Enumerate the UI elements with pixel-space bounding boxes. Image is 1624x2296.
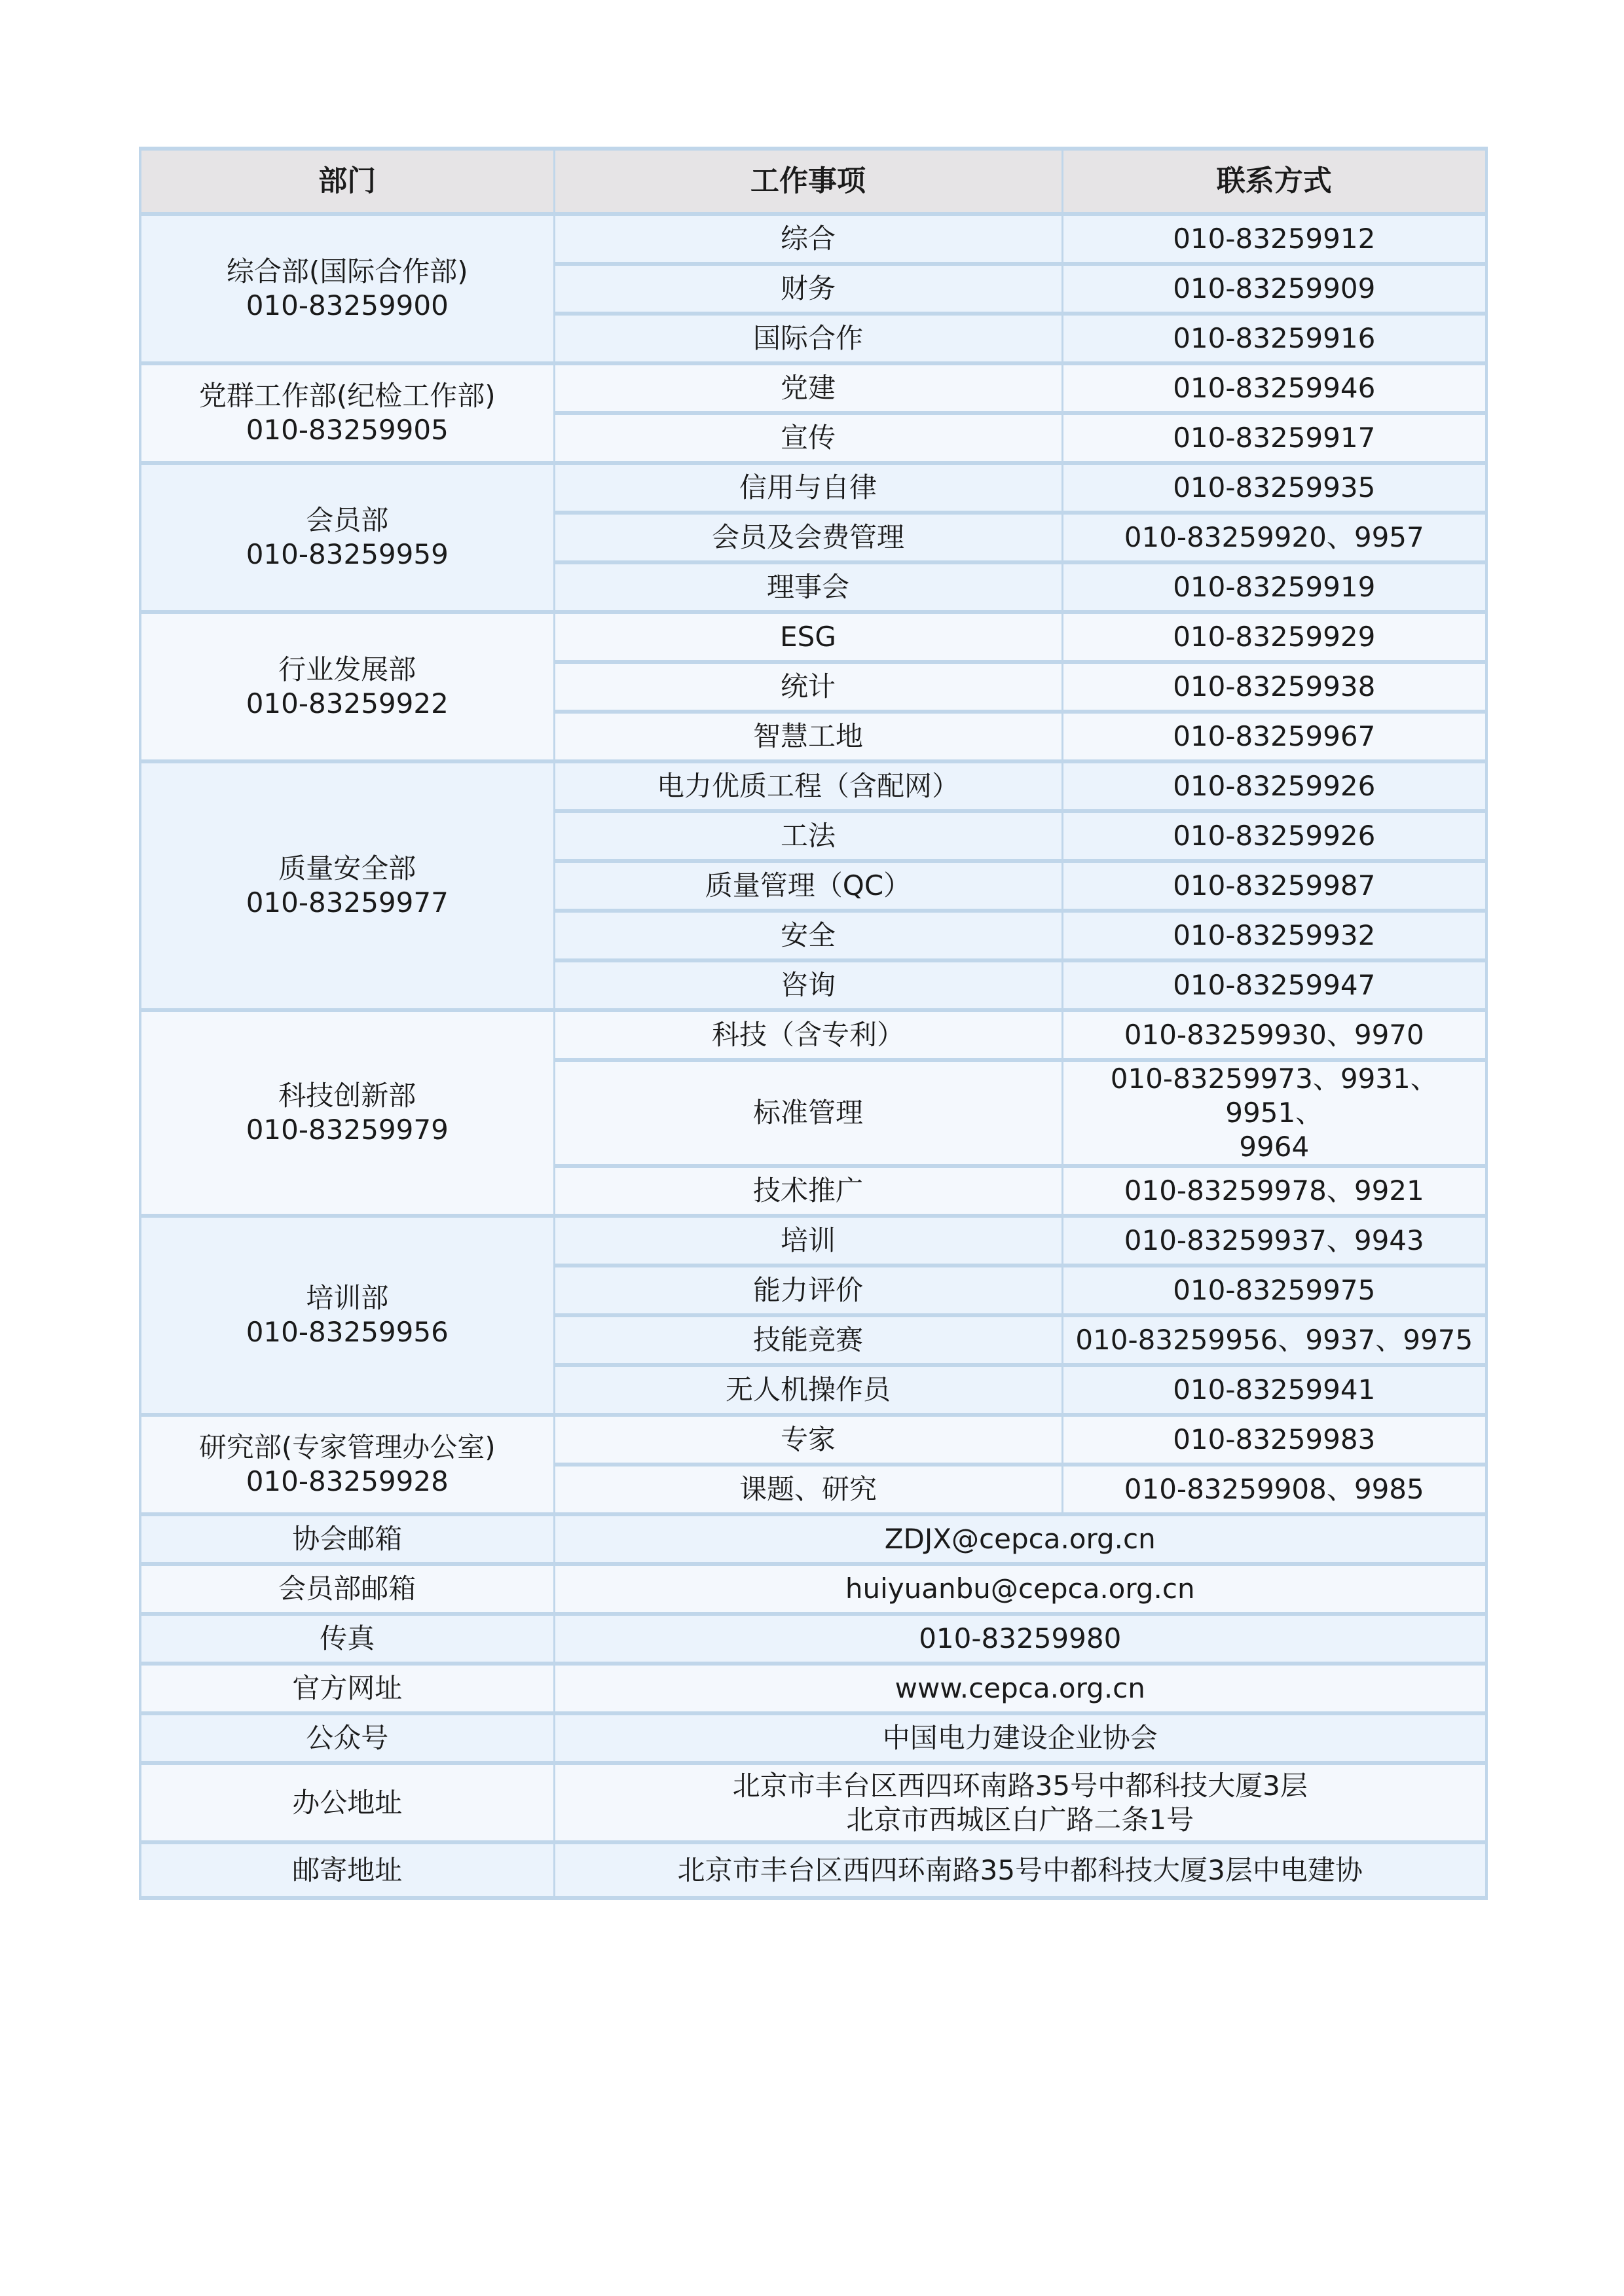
general-label: 公众号: [140, 1713, 554, 1763]
table-row: [140, 1010, 1486, 1060]
table-row: [140, 1216, 1486, 1266]
task-cell: 电力优质工程（含配网）: [554, 761, 1062, 811]
task-cell: 会员及会费管理: [554, 513, 1062, 562]
contact-cell: 010-83259917: [1062, 413, 1486, 463]
task-cell: 工法: [554, 811, 1062, 861]
department-phone: 010-83259979: [246, 1114, 449, 1146]
contact-line: 9964: [1239, 1131, 1310, 1163]
header-contact: 联系方式: [1062, 149, 1486, 214]
department-cell: [140, 1216, 554, 1415]
header-row: [140, 149, 1486, 214]
table-row: [140, 214, 1486, 264]
contact-cell: 010-83259938: [1062, 662, 1486, 712]
contact-cell: 010-83259929: [1062, 612, 1486, 662]
association-email-link[interactable]: ZDJX@cepca.org.cn: [554, 1514, 1486, 1564]
department-cell: [140, 1010, 554, 1216]
task-cell: 国际合作: [554, 314, 1062, 363]
task-cell: 党建: [554, 363, 1062, 413]
contact-cell: 010-83259909: [1062, 264, 1486, 314]
task-cell: 专家: [554, 1415, 1062, 1465]
table-row: [140, 463, 1486, 513]
contact-cell: 010-83259946: [1062, 363, 1486, 413]
task-cell: 智慧工地: [554, 712, 1062, 761]
department-name: 质量安全部: [278, 852, 416, 884]
general-row-association-email: [140, 1514, 1486, 1564]
department-name: 研究部(专家管理办公室): [198, 1431, 496, 1463]
contact-cell: 010-83259919: [1062, 562, 1486, 612]
contact-cell: 010-83259926: [1062, 761, 1486, 811]
department-phone: 010-83259956: [246, 1316, 449, 1348]
task-cell: 标准管理: [554, 1060, 1062, 1166]
general-label: 传真: [140, 1614, 554, 1664]
header-department: 部门: [140, 149, 554, 214]
contact-cell: 010-83259937、9943: [1062, 1216, 1486, 1266]
general-label: 官方网址: [140, 1664, 554, 1713]
task-cell: 宣传: [554, 413, 1062, 463]
department-phone: 010-83259959: [246, 538, 449, 570]
general-row-office-address: [140, 1763, 1486, 1842]
task-cell: 能力评价: [554, 1266, 1062, 1315]
task-cell: 咨询: [554, 960, 1062, 1010]
contact-cell: 010-83259912: [1062, 214, 1486, 264]
office-address-line: 北京市西城区白广路二条1号: [846, 1803, 1194, 1836]
department-cell: [140, 363, 554, 463]
header-task: 工作事项: [554, 149, 1062, 214]
contact-cell: 010-83259941: [1062, 1365, 1486, 1415]
task-cell: 综合: [554, 214, 1062, 264]
task-cell: 质量管理（QC）: [554, 861, 1062, 911]
department-cell: [140, 463, 554, 612]
task-cell: 培训: [554, 1216, 1062, 1266]
department-name: 综合部(国际合作部): [226, 255, 468, 287]
contact-cell: 010-83259975: [1062, 1266, 1486, 1315]
general-row-member-email: [140, 1564, 1486, 1614]
task-cell: 无人机操作员: [554, 1365, 1062, 1415]
general-label: 会员部邮箱: [140, 1564, 554, 1614]
department-name: 科技创新部: [278, 1080, 416, 1112]
task-cell: 财务: [554, 264, 1062, 314]
contact-cell: 010-83259987: [1062, 861, 1486, 911]
table-row: [140, 612, 1486, 662]
task-cell: 科技（含专利）: [554, 1010, 1062, 1060]
department-cell: [140, 1415, 554, 1514]
contact-line: 010-83259973、9931、9951、: [1110, 1063, 1438, 1129]
contact-cell: 010-83259920、9957: [1062, 513, 1486, 562]
department-name: 培训部: [306, 1282, 389, 1314]
department-cell: [140, 761, 554, 1010]
general-row-mailing-address: [140, 1842, 1486, 1898]
contact-cell: 010-83259908、9985: [1062, 1465, 1486, 1514]
contact-cell: [1062, 1060, 1486, 1166]
website-link[interactable]: www.cepca.org.cn: [554, 1664, 1486, 1713]
fax-value: 010-83259980: [554, 1614, 1486, 1664]
department-phone: 010-83259922: [246, 687, 449, 720]
task-cell: 技能竞赛: [554, 1315, 1062, 1365]
contact-cell: 010-83259916: [1062, 314, 1486, 363]
department-cell: [140, 612, 554, 761]
department-phone: 010-83259928: [246, 1465, 449, 1497]
department-phone: 010-83259900: [246, 289, 449, 321]
contact-cell: 010-83259956、9937、9975: [1062, 1315, 1486, 1365]
general-label: 办公地址: [140, 1763, 554, 1842]
department-phone: 010-83259905: [246, 414, 449, 446]
task-cell: 安全: [554, 911, 1062, 960]
general-row-fax: [140, 1614, 1486, 1664]
office-address-line: 北京市丰台区西四环南路35号中都科技大厦3层: [732, 1769, 1308, 1802]
task-cell: 技术推广: [554, 1166, 1062, 1216]
general-label: 邮寄地址: [140, 1842, 554, 1898]
general-row-website: [140, 1664, 1486, 1713]
department-phone: 010-83259977: [246, 886, 449, 919]
task-cell: 统计: [554, 662, 1062, 712]
table-row: [140, 363, 1486, 413]
task-cell: 理事会: [554, 562, 1062, 612]
general-row-wechat: [140, 1713, 1486, 1763]
member-email-link[interactable]: huiyuanbu@cepca.org.cn: [554, 1564, 1486, 1614]
general-label: 协会邮箱: [140, 1514, 554, 1564]
contact-cell: 010-83259926: [1062, 811, 1486, 861]
contact-cell: 010-83259967: [1062, 712, 1486, 761]
department-name: 行业发展部: [278, 653, 416, 685]
contact-cell: 010-83259935: [1062, 463, 1486, 513]
department-name: 会员部: [306, 504, 389, 536]
task-cell: ESG: [554, 612, 1062, 662]
office-address-cell: [554, 1763, 1486, 1842]
table-row: [140, 761, 1486, 811]
mailing-address-value: 北京市丰台区西四环南路35号中都科技大厦3层中电建协: [554, 1842, 1486, 1898]
department-name: 党群工作部(纪检工作部): [198, 380, 496, 412]
wechat-account-value: 中国电力建设企业协会: [554, 1713, 1486, 1763]
task-cell: 课题、研究: [554, 1465, 1062, 1514]
contact-cell: 010-83259978、9921: [1062, 1166, 1486, 1216]
contact-table: [139, 147, 1488, 1900]
task-cell: 信用与自律: [554, 463, 1062, 513]
contact-cell: 010-83259947: [1062, 960, 1486, 1010]
contact-cell: 010-83259983: [1062, 1415, 1486, 1465]
department-cell: [140, 214, 554, 363]
contact-cell: 010-83259932: [1062, 911, 1486, 960]
contact-cell: 010-83259930、9970: [1062, 1010, 1486, 1060]
table-row: [140, 1415, 1486, 1465]
